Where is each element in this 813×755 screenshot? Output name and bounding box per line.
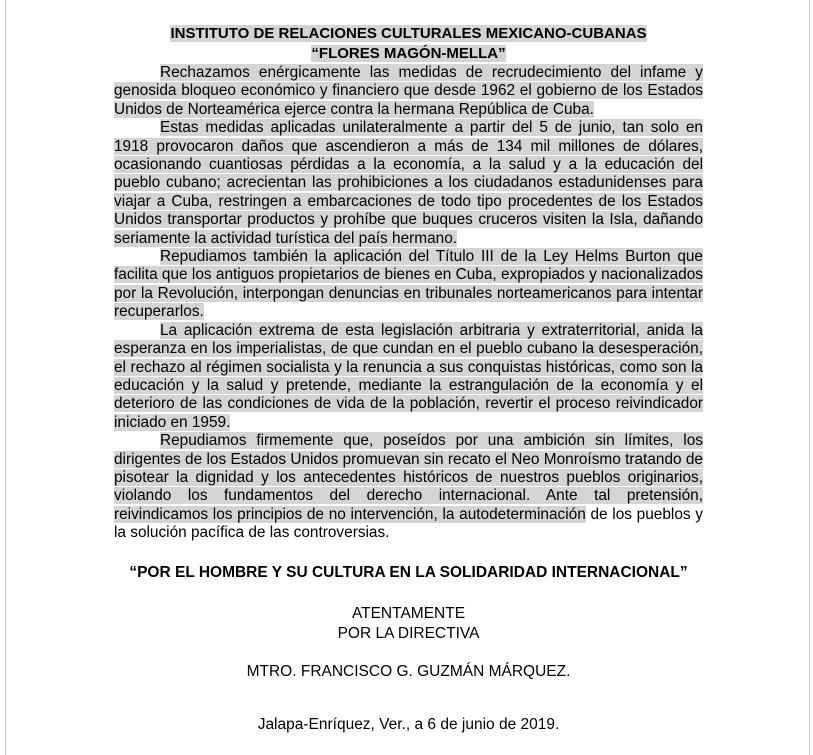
paragraph-4-text: La aplicación extrema de esta legislación arbitraria y extraterritorial, anida la esperanza en los imperialistas, de que cundan en el pueblo cubano la desesperación, el rechazo al régimen socialista y la renuncia a sus conquistas históricas, como son la educación y la salud y pretende, mediante la estrangulación de la economía y el deterioro de las condiciones de vida de la población, revertir el proceso reivindicador iniciado en 1959. (114, 321, 703, 431)
statement-body (114, 64, 703, 543)
document-subtitle-text: “FLORES MAGÓN-MELLA” (311, 45, 506, 62)
document-subtitle (114, 44, 703, 64)
salutation: ATENTAMENTE (351, 604, 466, 622)
paragraph-3-text: Repudiamos también la aplicación del Título III de la Ley Helms Burton que facilita que los antiguos propietarios de bienes en Cuba, expropiados y nacionalizados por la Revolución, interpongan denuncias en tribunales norteamericanos para intentar recuperarlos. (114, 248, 703, 321)
motto: “POR EL HOMBRE Y SU CULTURA EN LA SOLIDARIDAD INTERNACIONAL” (129, 563, 688, 581)
paragraph-2-text: Estas medidas aplicadas unilateralmente a partir del 5 de junio, tan solo en 1918 provocaron daños que ascendieron a más de 134 mil millones de dólares, ocasionando cuantiosas pérdidas a la economía, a la salud y a la educación del pueblo cubano; acrecientan las prohibiciones a los ciudadanos estadunidenses para viajar a Cuba, restringen a embarcaciones de todo tipo procedentes de los Estados Unidos transportar productos y prohíbe que buques cruceros visiten la Isla, dañando seriamente la actividad turística del país hermano. (114, 119, 703, 247)
institute-title-text: INSTITUTO DE RELACIONES CULTURALES MEXICANO-CUBANAS (170, 25, 647, 42)
paragraph-2 (114, 119, 703, 248)
paragraph-1-text: Rechazamos enérgicamente las medidas de recrudecimiento del infame y genosida bloqueo económico y financiero que desde 1962 el gobierno de los Estados Unidos de Norteamérica ejerce contra la hermana República de Cuba. (114, 64, 703, 118)
paragraph-4 (114, 322, 703, 432)
paragraph-5-text: Repudiamos firmemente que, poseídos por una ambición sin límites, los dirigentes de los Estados Unidos promuevan sin recato el Neo Monroísmo tratando de pisotear la dignidad y los antecedentes históricos de nuestros pueblos originarios, violando los fundamentos del derecho internacional. Ante tal pretensión, reivindicamos los principios de no intervención, la autodeterminación (114, 432, 703, 523)
signer-name: MTRO. FRANCISCO G. GUZMÁN MÁRQUEZ. (246, 662, 571, 680)
paragraph-5 (114, 432, 703, 542)
paragraph-3 (114, 248, 703, 322)
document-body (114, 24, 703, 735)
paragraph-5-ending: de los pueblos y la solución pacífica de las controversias. (114, 505, 703, 542)
place-and-date: Jalapa-Enríquez, Ver., a 6 de junio de 2019. (257, 715, 560, 733)
paragraph-1 (114, 64, 703, 119)
institute-title (114, 24, 703, 44)
closing-block (114, 604, 703, 735)
on-behalf-line: POR LA DIRECTIVA (337, 624, 480, 642)
